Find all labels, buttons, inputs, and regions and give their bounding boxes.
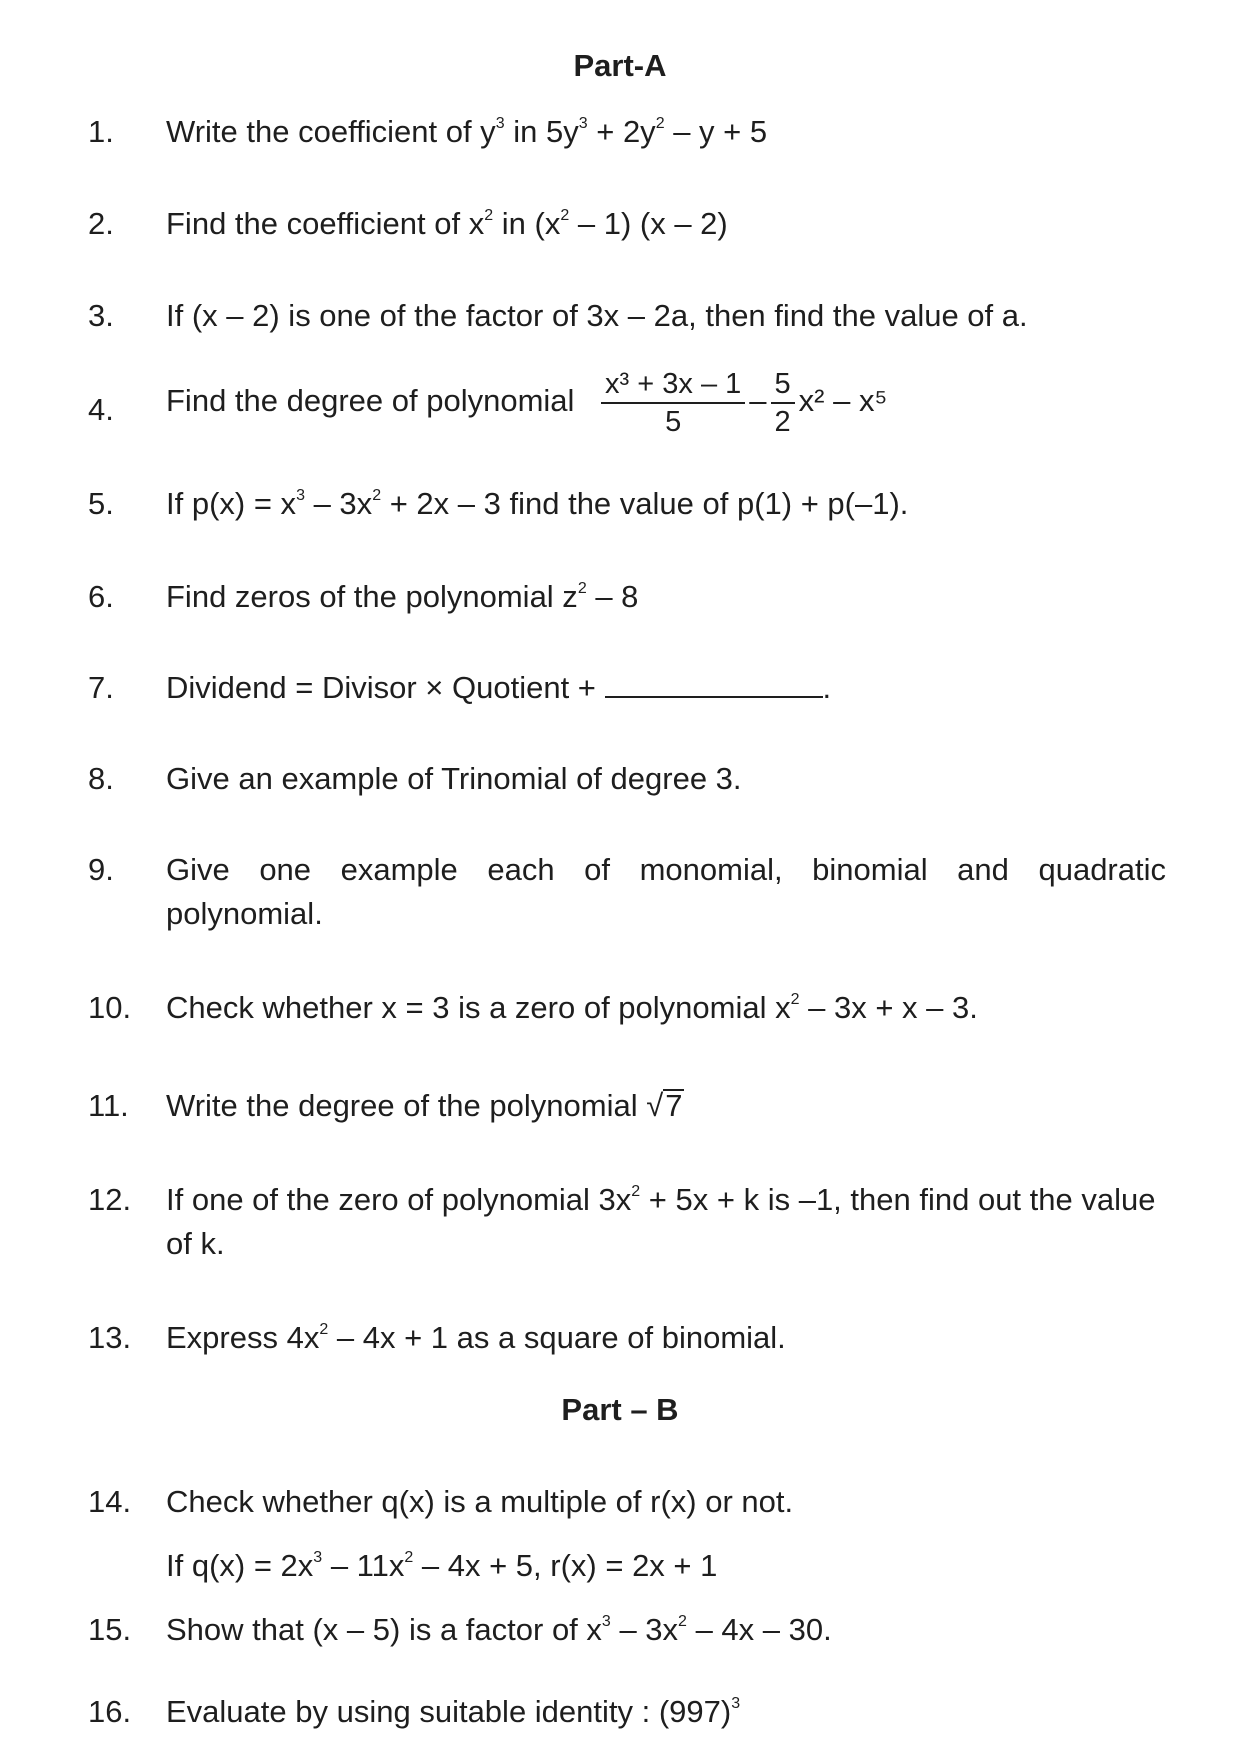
question-text: Check whether q(x) is a multiple of r(x) or not. bbox=[166, 1484, 794, 1519]
answer-blank bbox=[605, 670, 823, 698]
question-number: 10. bbox=[88, 990, 132, 1025]
question-text: Write the coefficient of $y^3$ in $5y^3 + 2y^2 - y + 5$ bbox=[166, 114, 768, 149]
part-a-heading: Part-A bbox=[573, 48, 667, 83]
question-text: If $p(x) = x^3 - 3x^2 + 2x - 3$ find the value of p(1) + p(–1). bbox=[166, 486, 909, 521]
question-text: Dividend = Divisor × Quotient + . bbox=[166, 670, 832, 705]
question-number: 16. bbox=[88, 1694, 132, 1729]
question-number: 13. bbox=[88, 1320, 132, 1355]
question-number: 6. bbox=[88, 579, 114, 614]
fraction-2: $\frac{5}{2}$ bbox=[771, 366, 795, 440]
question-text: Find the coefficient of $x^2$ in $(x^2 - 1)$ (x – 2) bbox=[166, 206, 728, 241]
question-text: Show that (x – 5) is a factor of $x^3 - 3x^2 - 4x - 30$. bbox=[166, 1612, 832, 1647]
question-number: 8. bbox=[88, 761, 114, 796]
question-text: If one of the zero of polynomial $3x^2 + 5x + k$ is –1, then find out the value of k. bbox=[166, 1182, 1156, 1261]
fraction-1: $\frac{\text{x³ + 3x – 1}}{5}$ bbox=[601, 366, 745, 440]
question-number: 14. bbox=[88, 1484, 132, 1519]
question-text: Give an example of Trinomial of degree 3. bbox=[166, 761, 742, 796]
question-text: Find the degree of polynomial $\frac{\text{x³ + 3x – 1}}{5}$ – $\frac{5}{2}$ x² – x⁵ bbox=[166, 368, 888, 438]
question-number: 9. bbox=[88, 852, 114, 887]
question-number: 12. bbox=[88, 1182, 132, 1217]
question-number: 15. bbox=[88, 1612, 132, 1647]
question-text: Find zeros of the polynomial $z^2 - 8$ bbox=[166, 579, 639, 614]
question-number: 4. bbox=[88, 392, 114, 427]
question-number: 2. bbox=[88, 206, 114, 241]
question-text: Evaluate by using suitable identity : $(997)^3$ bbox=[166, 1694, 741, 1729]
question-text: If (x – 2) is one of the factor of 3x – 2a, then find the value of a. bbox=[166, 298, 1028, 333]
question-text: Give one example each of monomial, binomial and quadratic polynomial. bbox=[166, 852, 1166, 931]
question-number: 7. bbox=[88, 670, 114, 705]
radicand: 7 bbox=[665, 1088, 683, 1123]
question-text: Check whether x = 3 is a zero of polynomial $x^2 - 3x + x - 3$. bbox=[166, 990, 978, 1025]
question-text: If $q(x) = 2x^3 - 11x^2 - 4x + 5$, r(x) = 2x + 1 bbox=[166, 1548, 718, 1583]
question-number: 11. bbox=[88, 1088, 129, 1123]
question-number: 5. bbox=[88, 486, 114, 521]
question-number: 1. bbox=[88, 114, 114, 149]
question-number: 3. bbox=[88, 298, 114, 333]
part-b-heading: Part – B bbox=[561, 1392, 679, 1427]
question-text: Write the degree of the polynomial √7 bbox=[166, 1088, 683, 1123]
root-sign: √ bbox=[646, 1088, 664, 1123]
question-text: Express $4x^2 - 4x + 1$ as a square of binomial. bbox=[166, 1320, 786, 1355]
